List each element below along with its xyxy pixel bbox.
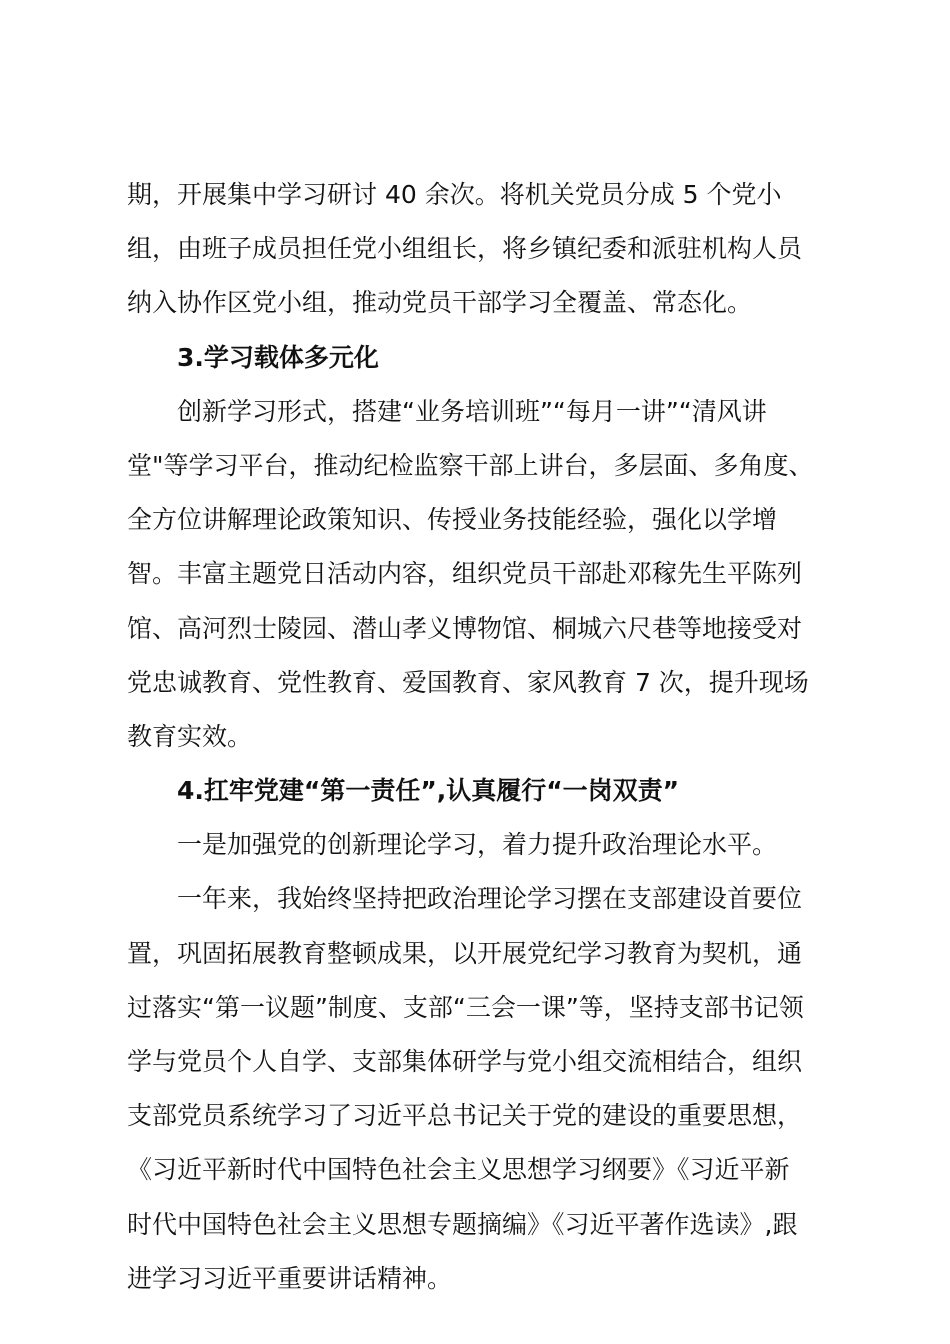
section-heading: 3.学习载体多元化	[177, 342, 379, 372]
paragraph-first-line: 一年来，我始终坚持把政治理论学习摆在支部建设首要位	[177, 884, 803, 914]
text-line: 进学习习近平重要讲话精神。	[127, 1263, 453, 1293]
text-line: 馆、高河烈士陵园、潜山孝义博物馆、桐城六尺巷等地接受对	[127, 613, 803, 643]
text-line: 置，巩固拓展教育整顿成果，以开展党纪学习教育为契机，通	[127, 938, 803, 968]
section-heading: 4.扛牢党建“第一责任”,认真履行“一岗双责”	[177, 776, 680, 806]
text-line: 全方位讲解理论政策知识、传授业务技能经验，强化以学增	[127, 505, 778, 535]
text-line: 教育实效。	[127, 721, 253, 751]
text-line: 支部党员系统学习了习近平总书记关于党的建设的重要思想，	[127, 1101, 803, 1131]
text-line: 智。丰富主题党日活动内容，组织党员干部赴邓稼先生平陈列	[127, 559, 803, 589]
text-line: 堂"等学习平台，推动纪检监察干部上讲台，多层面、多角度、	[127, 450, 814, 480]
text-line: 组，由班子成员担任党小组组长，将乡镇纪委和派驻机构人员	[127, 234, 803, 264]
text-line: 纳入协作区党小组，推动党员干部学习全覆盖、常态化。	[127, 288, 753, 318]
text-line: 过落实“第一议题”制度、支部“三会一课”等，坚持支部书记领	[127, 992, 804, 1022]
text-line: 《习近平新时代中国特色社会主义思想学习纲要》《习近平新	[127, 1155, 790, 1185]
paragraph-first-line: 一是加强党的创新理论学习，着力提升政治理论水平。	[177, 830, 778, 860]
text-line: 时代中国特色社会主义思想专题摘编》《习近平著作选读》,跟	[127, 1209, 798, 1239]
text-line: 学与党员个人自学、支部集体研学与党小组交流相结合，组织	[127, 1047, 803, 1076]
paragraph-first-line: 创新学习形式，搭建“业务培训班”“每月一讲”“清风讲	[177, 396, 767, 426]
body-text	[127, 172, 827, 1310]
text-line: 期，开展集中学习研讨 40 余次。将机关党员分成 5 个党小	[127, 180, 782, 209]
text-line: 党忠诚教育、党性教育、爱国教育、家风教育 7 次，提升现场	[127, 667, 809, 697]
